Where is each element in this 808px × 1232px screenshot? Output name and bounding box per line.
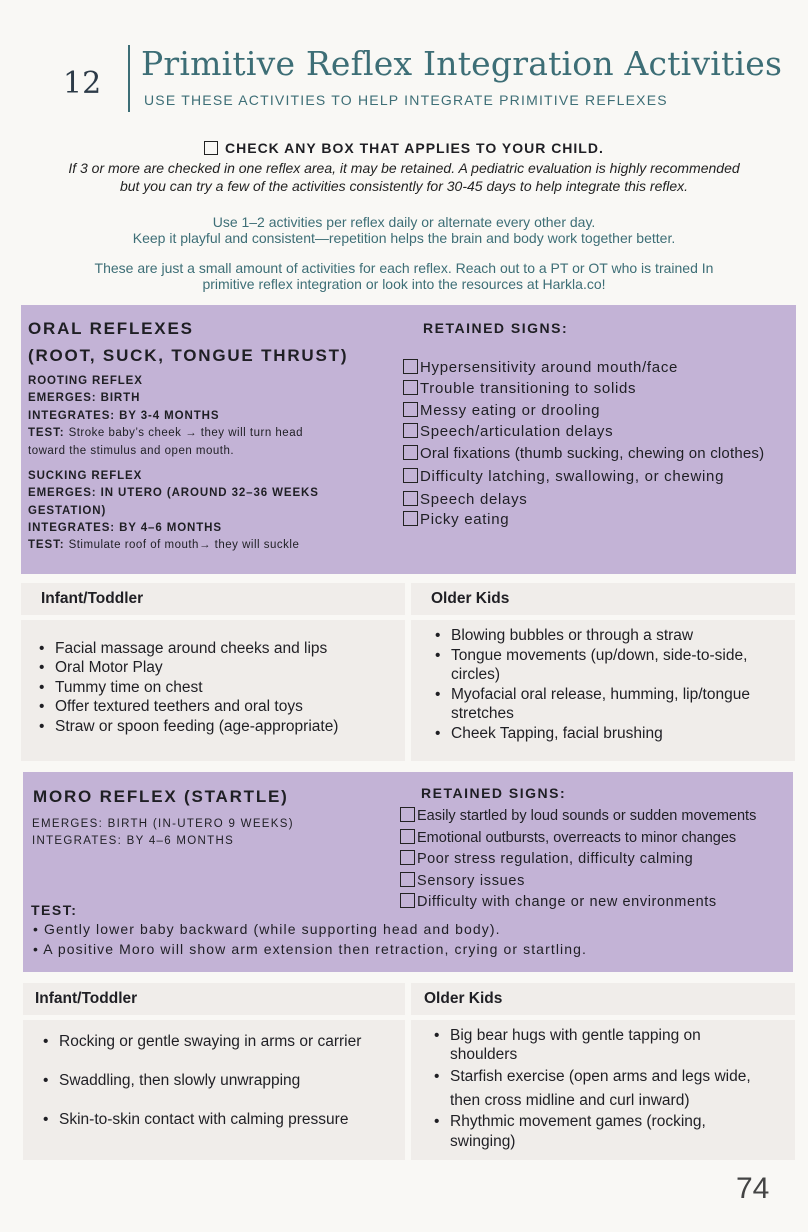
frequency-note-line: Use 1–2 activities per reflex daily or alternate every other day. bbox=[212, 214, 596, 230]
moro-infant-header: Infant/Toddler bbox=[23, 983, 405, 1015]
sucking-emerges: EMERGES: IN UTERO (AROUND 32–36 WEEKS bbox=[28, 487, 319, 499]
rooting-title: ROOTING REFLEX bbox=[28, 375, 143, 387]
oral-reflexes-panel bbox=[21, 305, 796, 574]
oral-infant-header: Infant/Toddler bbox=[21, 583, 405, 615]
list-item: • Swaddling, then slowly unwrapping bbox=[59, 1071, 300, 1090]
sucking-integrates: INTEGRATES: BY 4–6 MONTHS bbox=[28, 522, 222, 534]
sucking-test-label: TEST: bbox=[28, 539, 65, 551]
oral-sign-item[interactable]: Hypersensitivity around mouth/face bbox=[403, 359, 678, 376]
moro-sign-item[interactable]: Easily startled by loud sounds or sudden movements bbox=[400, 807, 756, 824]
rooting-test-text: Stroke baby’s cheek → they will turn head bbox=[68, 427, 303, 439]
page-subtitle: USE THESE ACTIVITIES TO HELP INTEGRATE PRIMITIVE REFLEXES bbox=[144, 92, 668, 108]
checkbox-icon[interactable] bbox=[403, 511, 418, 526]
moro-test-label: TEST: bbox=[31, 902, 78, 918]
checkbox-icon[interactable] bbox=[403, 359, 418, 374]
sucking-title: SUCKING REFLEX bbox=[28, 470, 143, 482]
checkbox-icon[interactable] bbox=[403, 423, 418, 438]
checkbox-icon[interactable] bbox=[403, 380, 418, 395]
title-divider bbox=[128, 45, 130, 112]
moro-infant-activities bbox=[23, 1020, 405, 1160]
oral-sign-item[interactable]: Trouble transitioning to solids bbox=[403, 380, 636, 397]
oral-older-activities bbox=[411, 620, 795, 761]
oral-sign-item[interactable]: Difficulty latching, swallowing, or chewing bbox=[403, 468, 724, 485]
list-item: • Starfish exercise (open arms and legs wide, bbox=[450, 1067, 751, 1086]
retained-note bbox=[20, 159, 788, 195]
checkbox-icon[interactable] bbox=[400, 807, 415, 822]
list-item-continued: circles) bbox=[451, 666, 501, 683]
moro-reflex-panel bbox=[23, 772, 793, 972]
list-item: • Straw or spoon feeding (age-appropriate) bbox=[55, 717, 338, 736]
retained-note-line: If 3 or more are checked in one reflex area, it may be retained. A pediatric evaluation is highly recommended bbox=[68, 160, 740, 176]
oral-sign-item[interactable]: Messy eating or drooling bbox=[403, 402, 600, 419]
list-item: • Tummy time on chest bbox=[55, 678, 203, 697]
list-item: • Oral Motor Play bbox=[55, 658, 163, 677]
check-instruction-text: CHECK ANY BOX THAT APPLIES TO YOUR CHILD. bbox=[225, 140, 604, 156]
list-item: • Big bear hugs with gentle tapping on bbox=[450, 1026, 701, 1045]
checkbox-icon[interactable] bbox=[403, 468, 418, 483]
list-item: • Skin-to-skin contact with calming pressure bbox=[59, 1110, 348, 1129]
moro-older-activities bbox=[411, 1020, 795, 1160]
list-item-continued: then cross midline and curl inward) bbox=[450, 1092, 690, 1109]
oral-older-header: Older Kids bbox=[411, 583, 795, 615]
checkbox-icon[interactable] bbox=[403, 491, 418, 506]
oral-sign-item[interactable]: Speech/articulation delays bbox=[403, 423, 613, 440]
oral-title-line1: ORAL REFLEXES bbox=[28, 319, 194, 338]
rooting-test-label: TEST: bbox=[28, 427, 65, 439]
page-number: 74 bbox=[736, 1172, 770, 1205]
moro-integrates: INTEGRATES: BY 4–6 MONTHS bbox=[32, 835, 235, 847]
moro-sign-item[interactable]: Sensory issues bbox=[400, 872, 525, 889]
oral-signs-title: RETAINED SIGNS: bbox=[423, 320, 569, 336]
checkbox-icon[interactable] bbox=[403, 445, 418, 460]
rooting-integrates: INTEGRATES: BY 3-4 MONTHS bbox=[28, 410, 220, 422]
list-item: • Blowing bubbles or through a straw bbox=[451, 626, 693, 645]
list-item: • Rhythmic movement games (rocking, bbox=[450, 1112, 706, 1131]
list-item: • Myofacial oral release, humming, lip/tongue bbox=[451, 685, 750, 704]
list-item-continued: swinging) bbox=[450, 1133, 516, 1150]
sucking-emerges: GESTATION) bbox=[28, 505, 107, 517]
checkbox-icon[interactable] bbox=[400, 893, 415, 908]
oral-sign-item[interactable]: Speech delays bbox=[403, 491, 528, 508]
checkbox-icon[interactable] bbox=[400, 829, 415, 844]
retained-note-line: but you can try a few of the activities consistently for 30-45 days to help integrate this reflex. bbox=[119, 178, 689, 194]
list-item: • Offer textured teethers and oral toys bbox=[55, 697, 303, 716]
chapter-number: 12 bbox=[63, 66, 102, 101]
oral-sign-item[interactable]: Oral fixations (thumb sucking, chewing on clothes) bbox=[403, 445, 764, 462]
moro-title: MORO REFLEX (STARTLE) bbox=[33, 787, 289, 806]
moro-sign-item[interactable]: Poor stress regulation, difficulty calming bbox=[400, 850, 693, 867]
page-title: Primitive Reflex Integration Activities bbox=[141, 44, 783, 83]
list-item: • Tongue movements (up/down, side-to-side, bbox=[451, 646, 747, 665]
moro-emerges: EMERGES: BIRTH (IN-UTERO 9 WEEKS) bbox=[32, 818, 294, 830]
frequency-note bbox=[20, 214, 788, 246]
sucking-test bbox=[28, 539, 299, 551]
list-item: • Rocking or gentle swaying in arms or carrier bbox=[59, 1032, 361, 1051]
check-instruction bbox=[20, 140, 788, 156]
rooting-test bbox=[28, 427, 303, 439]
oral-title-line2: (ROOT, SUCK, TONGUE THRUST) bbox=[28, 346, 349, 365]
list-item-continued: shoulders bbox=[450, 1046, 518, 1063]
frequency-note-line: Keep it playful and consistent—repetition helps the brain and body work together better. bbox=[132, 230, 676, 246]
oral-infant-activities bbox=[21, 620, 405, 761]
moro-sign-item[interactable]: Difficulty with change or new environments bbox=[400, 893, 717, 910]
checkbox-icon bbox=[204, 141, 218, 155]
checkbox-icon[interactable] bbox=[403, 402, 418, 417]
sucking-test-text: Stimulate roof of mouth→ they will suckle bbox=[68, 539, 300, 551]
resources-note-line: primitive reflex integration or look into the resources at Harkla.co! bbox=[202, 276, 606, 292]
resources-note bbox=[20, 260, 788, 292]
oral-sign-item[interactable]: Picky eating bbox=[403, 511, 509, 528]
moro-test-step: • A positive Moro will show arm extension then retraction, crying or startling. bbox=[33, 941, 587, 957]
list-item: • Facial massage around cheeks and lips bbox=[55, 639, 327, 658]
moro-test-step: • Gently lower baby backward (while supporting head and body). bbox=[33, 921, 501, 937]
rooting-test-text: toward the stimulus and open mouth. bbox=[28, 445, 235, 457]
moro-older-header: Older Kids bbox=[411, 983, 795, 1015]
moro-signs-title: RETAINED SIGNS: bbox=[421, 785, 567, 801]
checkbox-icon[interactable] bbox=[400, 872, 415, 887]
checkbox-icon[interactable] bbox=[400, 850, 415, 865]
list-item: • Cheek Tapping, facial brushing bbox=[451, 724, 663, 743]
moro-sign-item[interactable]: Emotional outbursts, overreacts to minor changes bbox=[400, 829, 736, 846]
rooting-emerges: EMERGES: BIRTH bbox=[28, 392, 141, 404]
resources-note-line: These are just a small amount of activities for each reflex. Reach out to a PT or OT who is trained In bbox=[94, 260, 714, 276]
list-item-continued: stretches bbox=[451, 705, 514, 722]
